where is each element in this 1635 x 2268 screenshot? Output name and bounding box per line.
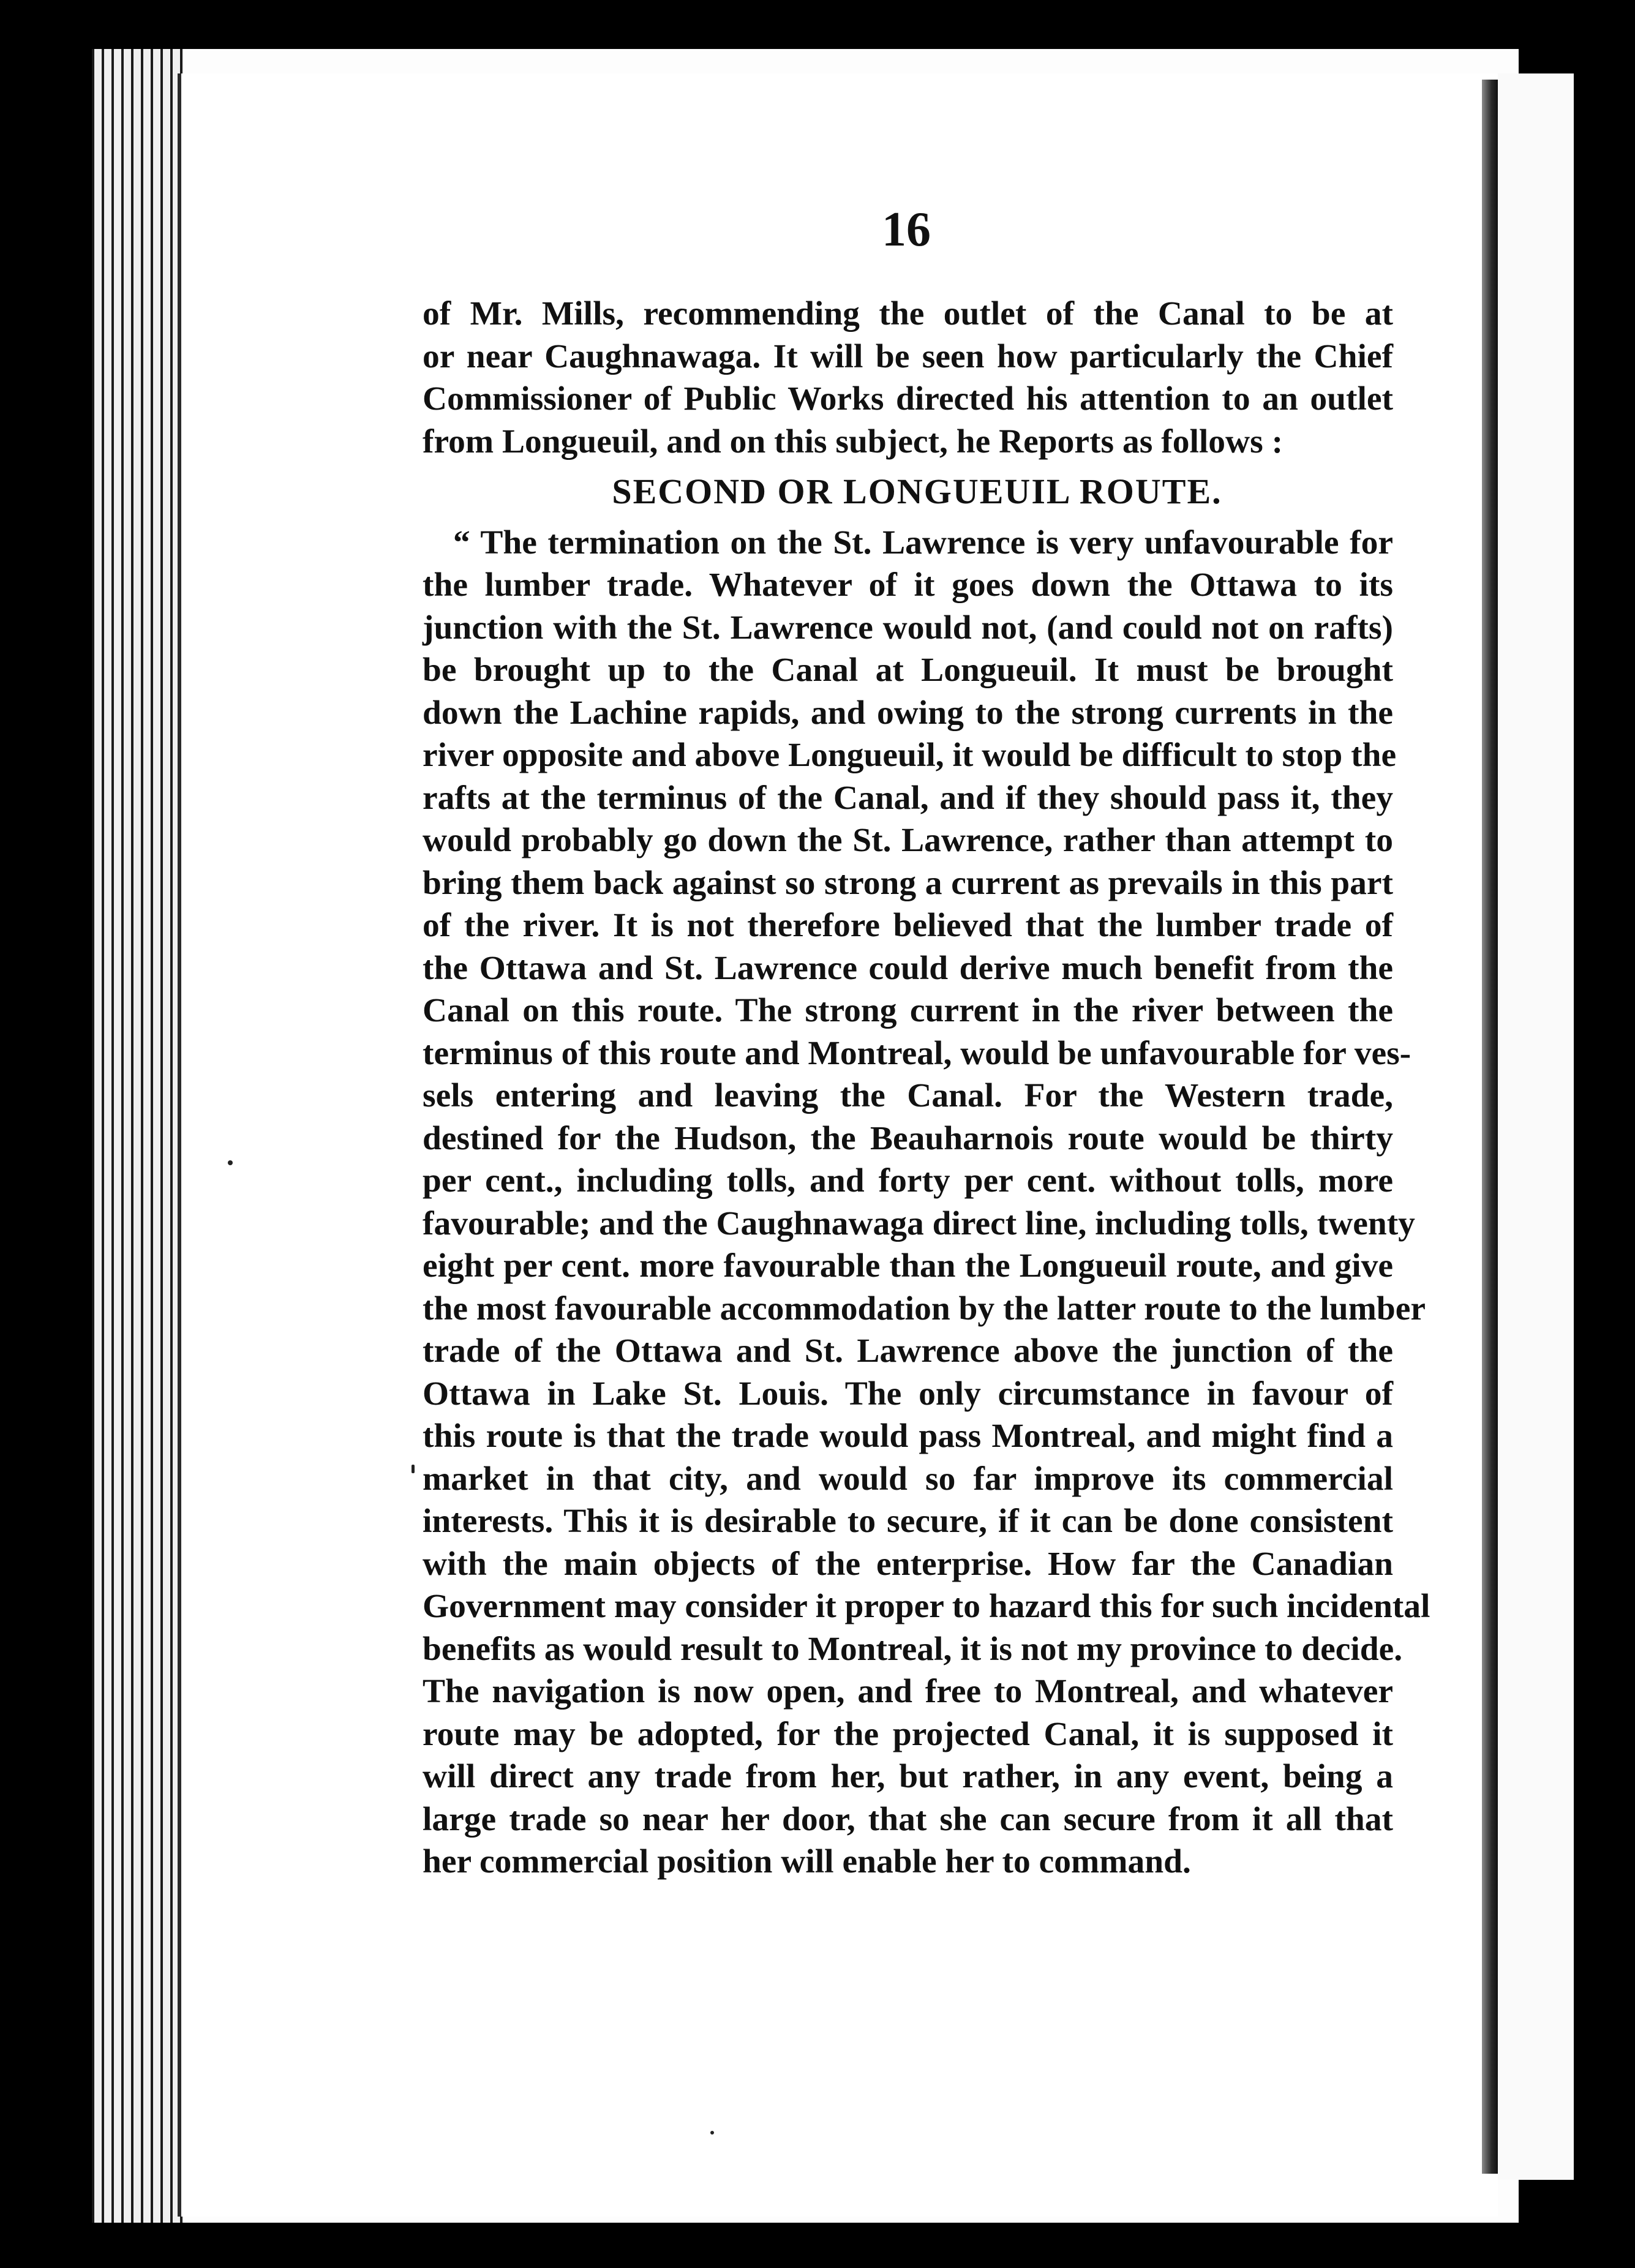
text-line: junction with the St. Lawrence would not, (and could not on rafts) xyxy=(423,609,1393,647)
text-line: large trade so near her door, that she can secure from it all that xyxy=(423,1800,1393,1838)
text-line: trade of the Ottawa and St. Lawrence above the junction of the xyxy=(423,1332,1393,1370)
text-line: eight per cent. more favourable than the Longueuil route, and give xyxy=(423,1247,1393,1285)
body-text xyxy=(423,293,1430,1883)
text-line: of Mr. Mills, recommending the outlet of the Canal to be at xyxy=(423,295,1393,332)
text-line: her commercial position will enable her to command. xyxy=(423,1843,1191,1880)
scan-speck xyxy=(710,2131,714,2135)
spine-shadow xyxy=(1482,80,1498,2174)
text-line: would probably go down the St. Lawrence, rather than attempt to xyxy=(423,822,1393,859)
text-line: this route is that the trade would pass Montreal, and might find a xyxy=(423,1418,1393,1455)
text-line: Commissioner of Public Works directed his attention to an outlet xyxy=(423,380,1393,418)
text-line: or near Caughnawaga. It will be seen how particularly the Chief xyxy=(423,337,1393,375)
text-line: The navigation is now open, and free to Montreal, and whatever xyxy=(423,1673,1393,1710)
next-page-edge xyxy=(1498,73,1574,2180)
text-line: the lumber trade. Whatever of it goes down the Ottawa to its xyxy=(423,566,1393,604)
text-line: rafts at the terminus of the Canal, and if they should pass it, they xyxy=(423,779,1393,817)
text-line: bring them back against so strong a current as prevails in this part xyxy=(423,864,1393,902)
text-line: Canal on this route. The strong current in the river between the xyxy=(423,992,1393,1029)
text-line: with the main objects of the enterprise. How far the Canadian xyxy=(423,1545,1393,1583)
section-heading: SECOND OR LONGUEUIL ROUTE. xyxy=(612,471,1222,511)
text-line: will direct any trade from her, but rather, in any event, being a xyxy=(423,1758,1393,1795)
page-number: 16 xyxy=(882,203,931,257)
text-line: Government may consider it proper to hazard this for such incidental xyxy=(423,1588,1430,1625)
text-line: interests. This it is desirable to secure, if it can be done consistent xyxy=(423,1503,1393,1540)
text-line: benefits as would result to Montreal, it is not my province to decide. xyxy=(423,1630,1403,1668)
text-line: per cent., including tolls, and forty per cent. without tolls, more xyxy=(423,1162,1393,1200)
text-line: river opposite and above Longueuil, it would be difficult to stop the xyxy=(423,737,1397,774)
text-line: Ottawa in Lake St. Louis. The only circumstance in favour of xyxy=(423,1375,1393,1413)
scan-speck xyxy=(412,1465,415,1473)
text-line: favourable; and the Caughnawaga direct line, including tolls, twenty xyxy=(423,1204,1415,1242)
scan-speck xyxy=(228,1160,233,1165)
text-line: be brought up to the Canal at Longueuil. It must be brought xyxy=(423,651,1393,689)
text-line: the most favourable accommodation by the latter route to the lumber xyxy=(423,1290,1426,1327)
text-line: terminus of this route and Montreal, would be unfavourable for ves- xyxy=(423,1034,1411,1072)
text-line: sels entering and leaving the Canal. For the Western trade, xyxy=(423,1077,1393,1114)
text-line: of the river. It is not therefore believed that the lumber trade of xyxy=(423,907,1393,944)
text-line: “ The termination on the St. Lawrence is very unfavourable for xyxy=(453,524,1393,561)
text-line: from Longueuil, and on this subject, he Reports as follows : xyxy=(423,422,1284,460)
page-edges xyxy=(92,49,184,2223)
text-line: down the Lachine rapids, and owing to the strong currents in the xyxy=(423,694,1393,732)
text-line: route may be adopted, for the projected Canal, it is supposed it xyxy=(423,1715,1393,1753)
text-line: market in that city, and would so far improve its commercial xyxy=(423,1460,1393,1498)
text-line: destined for the Hudson, the Beauharnois route would be thirty xyxy=(423,1119,1393,1157)
text-line: the Ottawa and St. Lawrence could derive much benefit from the xyxy=(423,949,1393,987)
